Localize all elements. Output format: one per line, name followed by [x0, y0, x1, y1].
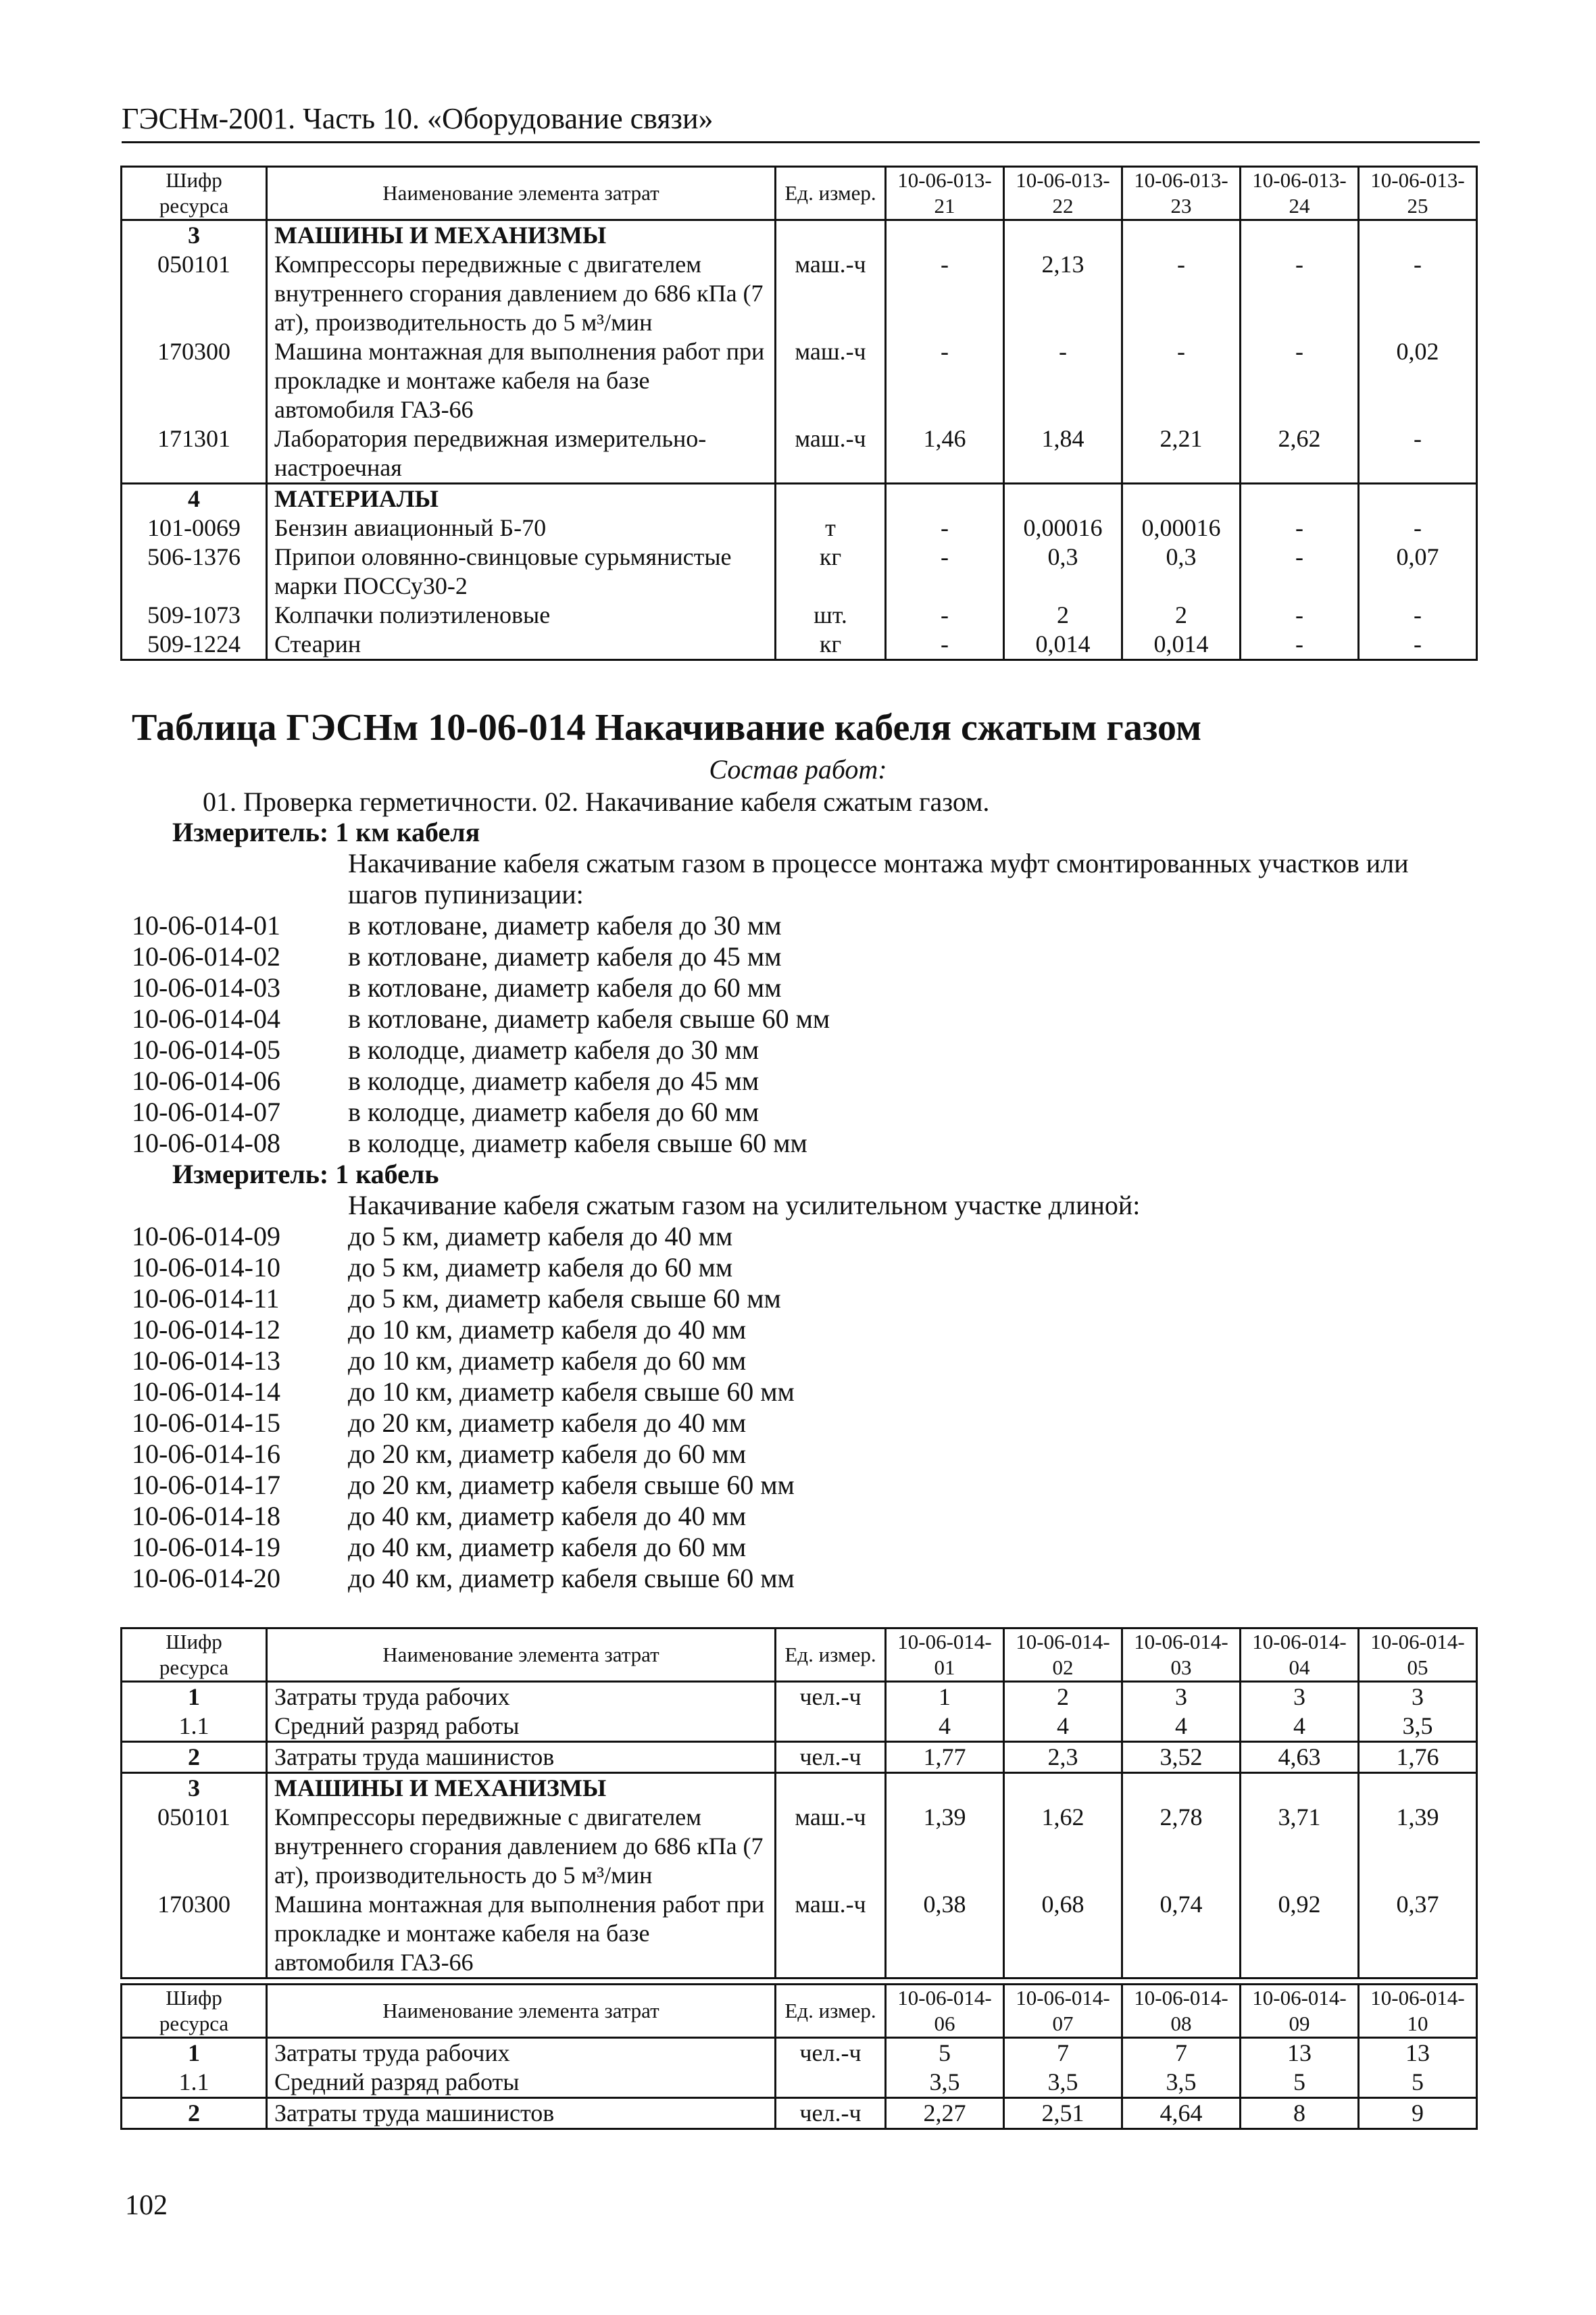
col-norm-header: 10-06-013-21	[886, 167, 1004, 220]
norm-value: 0,014	[1122, 630, 1241, 660]
norm-value	[1004, 1773, 1122, 1803]
resource-code: 2	[122, 1742, 267, 1773]
norm-value	[1359, 1773, 1477, 1803]
norm-text: до 5 км, диаметр кабеля свыше 60 мм	[348, 1283, 781, 1314]
resource-code: 101-0069	[122, 514, 267, 543]
list-item	[132, 1314, 1476, 1345]
norm-text: в колодце, диаметр кабеля свыше 60 мм	[348, 1128, 807, 1158]
norm-value	[1359, 484, 1477, 514]
norm-value	[886, 1773, 1004, 1803]
resource-name: Средний разряд работы	[267, 2068, 776, 2098]
norm-text: до 40 км, диаметр кабеля до 40 мм	[348, 1501, 747, 1531]
composition-label: Состав работ:	[709, 754, 887, 785]
norm-code: 10-06-014-12	[132, 1314, 280, 1345]
norm-value: 4	[1004, 1712, 1122, 1742]
resource-unit: маш.-ч	[776, 424, 886, 484]
norm-value: 0,37	[1359, 1890, 1477, 1978]
col-norm-header: 10-06-014-04	[1241, 1628, 1359, 1682]
norm-value	[1241, 484, 1359, 514]
table-row	[122, 250, 1477, 337]
resource-unit: т	[776, 514, 886, 543]
resource-code: 1	[122, 1682, 267, 1712]
norm-code: 10-06-014-04	[132, 1003, 280, 1034]
resource-code: 509-1224	[122, 630, 267, 660]
resource-unit: чел.-ч	[776, 1682, 886, 1712]
norm-value: 2,21	[1122, 424, 1241, 484]
norm-value: 3,5	[1122, 2068, 1241, 2098]
norm-value: 2,13	[1004, 250, 1122, 337]
norm-value	[886, 484, 1004, 514]
resource-code: 1.1	[122, 1712, 267, 1742]
resource-code: 509-1073	[122, 601, 267, 630]
norm-text: в колодце, диаметр кабеля до 60 мм	[348, 1097, 759, 1127]
col-norm-header: 10-06-014-10	[1359, 1985, 1477, 2038]
table-row	[122, 2098, 1477, 2129]
col-unit-header: Ед. измер.	[776, 1985, 886, 2038]
resource-code: 171301	[122, 424, 267, 484]
resource-name: Затраты труда рабочих	[267, 2038, 776, 2068]
norm-text: в котловане, диаметр кабеля свыше 60 мм	[348, 1003, 830, 1034]
norm-value	[1122, 1773, 1241, 1803]
table-row	[122, 1682, 1477, 1712]
norm-value: -	[1241, 601, 1359, 630]
norm-value: 1,39	[886, 1803, 1004, 1890]
resource-unit: кг	[776, 543, 886, 601]
norm-value: 0,38	[886, 1890, 1004, 1978]
norm-value: -	[1359, 424, 1477, 484]
resource-table-014-b	[120, 1983, 1478, 2130]
norm-value: 2,51	[1004, 2098, 1122, 2129]
col-unit-header: Ед. измер.	[776, 167, 886, 220]
norm-text: до 40 км, диаметр кабеля свыше 60 мм	[348, 1563, 795, 1593]
col-norm-header: 10-06-013-25	[1359, 167, 1477, 220]
col-norm-header: 10-06-014-03	[1122, 1628, 1241, 1682]
norm-value: 1,84	[1004, 424, 1122, 484]
col-name-header: Наименование элемента затрат	[267, 167, 776, 220]
norm-value: 7	[1122, 2038, 1241, 2068]
group-description: Накачивание кабеля сжатым газом на усилительном участке длиной:	[348, 1190, 1141, 1220]
resource-name: Компрессоры передвижные с двигателем внутреннего сгорания давлением до 686 кПа (7 ат), производительность до 5 м³/мин	[267, 1803, 776, 1890]
measure-unit: Измеритель: 1 км кабеля	[172, 817, 480, 847]
resource-name: Средний разряд работы	[267, 1712, 776, 1742]
col-norm-header: 10-06-013-23	[1122, 167, 1241, 220]
resource-name: МАШИНЫ И МЕХАНИЗМЫ	[267, 220, 776, 251]
list-item	[132, 941, 1476, 972]
resource-name: Колпачки полиэтиленовые	[267, 601, 776, 630]
norm-code: 10-06-014-17	[132, 1470, 280, 1500]
resource-code: 506-1376	[122, 543, 267, 601]
resource-unit: кг	[776, 630, 886, 660]
norm-text: до 20 км, диаметр кабеля до 40 мм	[348, 1408, 747, 1438]
norm-value: -	[886, 514, 1004, 543]
list-item	[132, 1097, 1476, 1128]
norm-value: 9	[1359, 2098, 1477, 2129]
resource-name: Компрессоры передвижные с двигателем внутреннего сгорания давлением до 686 кПа (7 ат), производительность до 5 м³/мин	[267, 250, 776, 337]
list-item	[132, 1066, 1476, 1097]
norm-value: 2,27	[886, 2098, 1004, 2129]
resource-unit: чел.-ч	[776, 2098, 886, 2129]
table-row	[122, 514, 1477, 543]
norm-value: 5	[1359, 2068, 1477, 2098]
norm-value	[1004, 484, 1122, 514]
table-row	[122, 1712, 1477, 1742]
norm-value: 0,02	[1359, 337, 1477, 424]
norm-value: 4,63	[1241, 1742, 1359, 1773]
resource-name: Стеарин	[267, 630, 776, 660]
resource-unit	[776, 1712, 886, 1742]
resource-unit: маш.-ч	[776, 250, 886, 337]
list-item	[132, 1035, 1476, 1066]
norm-value	[1122, 220, 1241, 251]
col-unit-header: Ед. измер.	[776, 1628, 886, 1682]
resource-code: 4	[122, 484, 267, 514]
col-norm-header: 10-06-013-24	[1241, 167, 1359, 220]
norm-value: 1,39	[1359, 1803, 1477, 1890]
norm-text: до 40 км, диаметр кабеля до 60 мм	[348, 1532, 747, 1562]
resource-name: Затраты труда рабочих	[267, 1682, 776, 1712]
norm-code: 10-06-014-13	[132, 1345, 280, 1376]
norm-text: до 10 км, диаметр кабеля до 60 мм	[348, 1345, 747, 1376]
norm-code: 10-06-014-15	[132, 1408, 280, 1438]
col-norm-header: 10-06-014-02	[1004, 1628, 1122, 1682]
measure-group-2	[132, 1159, 1476, 1594]
list-item	[132, 972, 1476, 1003]
norm-code: 10-06-014-16	[132, 1439, 280, 1469]
norm-value: 2,3	[1004, 1742, 1122, 1773]
norm-value: 0,00016	[1004, 514, 1122, 543]
norm-code: 10-06-014-07	[132, 1097, 280, 1127]
norm-value: -	[1359, 601, 1477, 630]
norm-value: 0,68	[1004, 1890, 1122, 1978]
list-item	[132, 1128, 1476, 1159]
norm-code: 10-06-014-02	[132, 941, 280, 972]
list-item	[132, 1252, 1476, 1283]
norm-value: -	[1241, 337, 1359, 424]
page-header: ГЭСНм-2001. Часть 10. «Оборудование связи»	[122, 101, 1480, 143]
norm-code: 10-06-014-09	[132, 1221, 280, 1251]
norm-value: 3,71	[1241, 1803, 1359, 1890]
resource-code: 3	[122, 220, 267, 251]
resource-code: 2	[122, 2098, 267, 2129]
norm-value	[1241, 220, 1359, 251]
norm-value: -	[1359, 630, 1477, 660]
section-row	[122, 484, 1477, 514]
norm-value: 1,77	[886, 1742, 1004, 1773]
list-item	[132, 1439, 1476, 1470]
norm-value: -	[886, 630, 1004, 660]
col-norm-header: 10-06-013-22	[1004, 167, 1122, 220]
norm-text: в котловане, диаметр кабеля до 45 мм	[348, 941, 782, 972]
norm-value: -	[1122, 337, 1241, 424]
norm-code: 10-06-014-06	[132, 1066, 280, 1096]
col-norm-header: 10-06-014-06	[886, 1985, 1004, 2038]
norm-value: -	[886, 250, 1004, 337]
norm-value: 13	[1241, 2038, 1359, 2068]
norm-code: 10-06-014-03	[132, 972, 280, 1003]
resource-name: Затраты труда машинистов	[267, 1742, 776, 1773]
resource-name: Бензин авиационный Б-70	[267, 514, 776, 543]
norm-value: 4	[1241, 1712, 1359, 1742]
norm-value: 3,5	[1004, 2068, 1122, 2098]
list-item	[132, 1003, 1476, 1035]
norm-value: -	[1359, 250, 1477, 337]
col-norm-header: 10-06-014-01	[886, 1628, 1004, 1682]
norm-value: 2,62	[1241, 424, 1359, 484]
norm-value: 0,07	[1359, 543, 1477, 601]
norm-value: -	[886, 601, 1004, 630]
resource-name: МАТЕРИАЛЫ	[267, 484, 776, 514]
norm-value: -	[1241, 630, 1359, 660]
table-row	[122, 601, 1477, 630]
norm-value	[1122, 484, 1241, 514]
group-description: Накачивание кабеля сжатым газом в процессе монтажа муфт смонтированных участков или	[348, 848, 1409, 878]
norm-value: 3,5	[1359, 1712, 1477, 1742]
norm-value	[886, 220, 1004, 251]
col-norm-header: 10-06-014-07	[1004, 1985, 1122, 2038]
list-item	[132, 1563, 1476, 1594]
col-norm-header: 10-06-014-08	[1122, 1985, 1241, 2038]
norm-value: 0,92	[1241, 1890, 1359, 1978]
norm-value: -	[1241, 543, 1359, 601]
group-description: шагов пупинизации:	[348, 879, 584, 910]
norm-value: 1,46	[886, 424, 1004, 484]
norm-value: 0,014	[1004, 630, 1122, 660]
norm-text: до 5 км, диаметр кабеля до 40 мм	[348, 1221, 733, 1251]
norm-value: 8	[1241, 2098, 1359, 2129]
resource-code: 3	[122, 1773, 267, 1803]
norm-code: 10-06-014-11	[132, 1283, 280, 1314]
norm-code: 10-06-014-10	[132, 1252, 280, 1283]
list-item	[132, 1470, 1476, 1501]
table-row	[122, 2038, 1477, 2068]
norm-text: в котловане, диаметр кабеля до 30 мм	[348, 910, 782, 941]
col-norm-header: 10-06-014-05	[1359, 1628, 1477, 1682]
resource-name: Припои оловянно-свинцовые сурьмянистые марки ПОССу30-2	[267, 543, 776, 601]
resource-name: Затраты труда машинистов	[267, 2098, 776, 2129]
norm-text: в колодце, диаметр кабеля до 30 мм	[348, 1035, 759, 1065]
table-title: Таблица ГЭСНм 10-06-014 Накачивание кабеля сжатым газом	[132, 707, 1202, 749]
works-list: 01. Проверка герметичности. 02. Накачивание кабеля сжатым газом.	[203, 787, 990, 817]
norm-value: -	[886, 337, 1004, 424]
norm-value: 4	[886, 1712, 1004, 1742]
norm-value: 3	[1122, 1682, 1241, 1712]
norm-value: -	[1122, 250, 1241, 337]
list-item	[132, 1376, 1476, 1408]
norm-value: 2,78	[1122, 1803, 1241, 1890]
resource-unit: шт.	[776, 601, 886, 630]
measure-unit: Измеритель: 1 кабель	[172, 1159, 439, 1189]
measure-group-1	[132, 817, 1476, 1159]
norm-text: до 20 км, диаметр кабеля до 60 мм	[348, 1439, 747, 1469]
section-row	[122, 1773, 1477, 1803]
resource-unit: чел.-ч	[776, 1742, 886, 1773]
resource-unit	[776, 220, 886, 251]
norm-value: 4,64	[1122, 2098, 1241, 2129]
col-code-header: Шифр ресурса	[122, 167, 267, 220]
resource-code: 170300	[122, 337, 267, 424]
resource-code: 1.1	[122, 2068, 267, 2098]
table-row	[122, 630, 1477, 660]
norm-value: -	[1241, 250, 1359, 337]
norm-text: до 10 км, диаметр кабеля до 40 мм	[348, 1314, 747, 1345]
norm-value: 1	[886, 1682, 1004, 1712]
resource-unit: чел.-ч	[776, 2038, 886, 2068]
col-name-header: Наименование элемента затрат	[267, 1985, 776, 2038]
list-item	[132, 1283, 1476, 1314]
norm-value: 1,62	[1004, 1803, 1122, 1890]
list-item	[132, 910, 1476, 941]
list-item	[132, 1408, 1476, 1439]
section-row	[122, 220, 1477, 251]
list-item	[132, 1501, 1476, 1532]
resource-table-013	[120, 166, 1478, 661]
norm-code: 10-06-014-19	[132, 1532, 280, 1562]
resource-code: 050101	[122, 250, 267, 337]
resource-name: МАШИНЫ И МЕХАНИЗМЫ	[267, 1773, 776, 1803]
table-row	[122, 1803, 1477, 1890]
norm-value: 2	[1122, 601, 1241, 630]
norm-value: 1,76	[1359, 1742, 1477, 1773]
resource-name: Лаборатория передвижная измерительно-настроечная	[267, 424, 776, 484]
norm-code: 10-06-014-08	[132, 1128, 280, 1158]
norm-value: 5	[886, 2038, 1004, 2068]
norm-value: 3	[1359, 1682, 1477, 1712]
table-row	[122, 2068, 1477, 2098]
norm-text: до 20 км, диаметр кабеля свыше 60 мм	[348, 1470, 795, 1500]
resource-name: Машина монтажная для выполнения работ при прокладке и монтаже кабеля на базе автомобиля ГАЗ-66	[267, 337, 776, 424]
norm-value: 3,5	[886, 2068, 1004, 2098]
norm-value: 4	[1122, 1712, 1241, 1742]
norm-text: в колодце, диаметр кабеля до 45 мм	[348, 1066, 759, 1096]
norm-value: 5	[1241, 2068, 1359, 2098]
norm-value: 3,52	[1122, 1742, 1241, 1773]
resource-unit	[776, 2068, 886, 2098]
header-row	[122, 167, 1477, 220]
norm-value	[1241, 1773, 1359, 1803]
resource-code: 170300	[122, 1890, 267, 1978]
norm-value: 7	[1004, 2038, 1122, 2068]
header-row	[122, 1985, 1477, 2038]
resource-unit: маш.-ч	[776, 337, 886, 424]
norm-value: -	[886, 543, 1004, 601]
resource-table-014-a	[120, 1627, 1478, 1979]
norm-value: 2	[1004, 1682, 1122, 1712]
col-code-header: Шифр ресурса	[122, 1628, 267, 1682]
resource-unit: маш.-ч	[776, 1890, 886, 1978]
norm-code: 10-06-014-20	[132, 1563, 280, 1593]
table-row	[122, 424, 1477, 484]
norm-value: 13	[1359, 2038, 1477, 2068]
norm-text: до 5 км, диаметр кабеля до 60 мм	[348, 1252, 733, 1283]
col-code-header: Шифр ресурса	[122, 1985, 267, 2038]
norm-value: -	[1004, 337, 1122, 424]
norm-text: в котловане, диаметр кабеля до 60 мм	[348, 972, 782, 1003]
col-name-header: Наименование элемента затрат	[267, 1628, 776, 1682]
norm-value: 2	[1004, 601, 1122, 630]
norm-value: 0,3	[1122, 543, 1241, 601]
norm-value: 0,3	[1004, 543, 1122, 601]
norm-text: до 10 км, диаметр кабеля свыше 60 мм	[348, 1376, 795, 1407]
norm-code: 10-06-014-01	[132, 910, 280, 941]
norm-value: 0,00016	[1122, 514, 1241, 543]
resource-unit: маш.-ч	[776, 1803, 886, 1890]
resource-unit	[776, 484, 886, 514]
page-number: 102	[125, 2190, 168, 2221]
table-row	[122, 543, 1477, 601]
resource-name: Машина монтажная для выполнения работ при прокладке и монтаже кабеля на базе автомобиля ГАЗ-66	[267, 1890, 776, 1978]
resource-code: 050101	[122, 1803, 267, 1890]
norm-value: -	[1359, 514, 1477, 543]
list-item	[132, 1345, 1476, 1376]
norm-value: -	[1241, 514, 1359, 543]
list-item	[132, 1532, 1476, 1563]
resource-unit	[776, 1773, 886, 1803]
table-row	[122, 1890, 1477, 1978]
norm-value	[1004, 220, 1122, 251]
norm-code: 10-06-014-18	[132, 1501, 280, 1531]
header-row	[122, 1628, 1477, 1682]
norm-value: 0,74	[1122, 1890, 1241, 1978]
norm-value: 3	[1241, 1682, 1359, 1712]
resource-code: 1	[122, 2038, 267, 2068]
norm-value	[1359, 220, 1477, 251]
list-item	[132, 1221, 1476, 1252]
col-norm-header: 10-06-014-09	[1241, 1985, 1359, 2038]
norm-code: 10-06-014-14	[132, 1376, 280, 1407]
norm-code: 10-06-014-05	[132, 1035, 280, 1065]
table-row	[122, 337, 1477, 424]
table-row	[122, 1742, 1477, 1773]
